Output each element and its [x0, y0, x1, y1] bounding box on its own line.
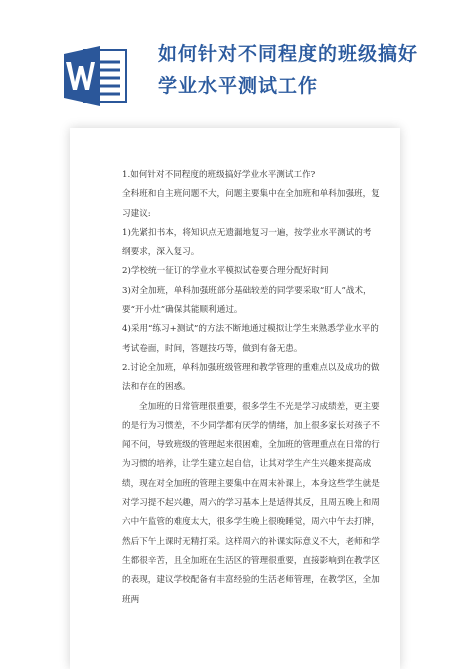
- paragraph-item-1: 1)先紧扣书本，将知识点无遗漏地复习一遍，按学业水平测试的考纲要求，深入复习。: [122, 227, 372, 258]
- paragraph-item-4: 4)采用“练习+测试”的方法不断地通过模拟让学生来熟悉学业水平的考试卷面，时间，答题技巧等，做到有备无患。: [122, 324, 379, 354]
- document-page: [70, 128, 400, 669]
- paragraph-discussion: 全加班的日常管理很重要，很多学生不光是学习成绩差，更主要的是行为习惯差，不少同学都有厌学的情绪，加上很多家长对孩子不闻不问，导致班级的管理起来很困难，全加班的管理重点在日常的行为习惯的培养，让学生建立起自信，让其对学生产生兴趣来提高成绩，现在对全加班的管理主要集中在周末补课上，本身这些学生就是对学习提不起兴趣，周六的学习基本上是适得其反，且周五晚上和周六中午监管的难度太大，很多学生晚上很晚睡觉，周六中午去打牌，然后下午上课时无精打采。这样周六的补课实际意义不大，老师和学生都很辛苦，且全加班在生活区的管理很重要，直接影响到在教学区的表现，建议学校配备有丰富经验的生活老师管理，在教学区，全加班两: [122, 401, 380, 605]
- paragraph-question-1: 1.如何针对不同程度的班级搞好学业水平测试工作?: [122, 170, 316, 180]
- paragraph-item-3: 3)对全加班，单科加强班部分基础较差的同学要采取“盯人”战术，要“开小灶”确保其能顺利通过。: [122, 285, 372, 316]
- paragraph-item-2: 2)学校统一征订的学业水平模拟试卷要合理分配好时间: [122, 266, 329, 277]
- paragraph-intro: 全科班和自主班问题不大，问题主要集中在全加班和单科加强班，复习建议:: [122, 189, 380, 219]
- title-line-1: 如何针对不同程度的班级搞好: [158, 43, 419, 65]
- document-body: [122, 166, 380, 610]
- word-document-icon: [60, 40, 132, 112]
- paragraph-question-2: 2.讨论全加班，单科加强班级管理和教学管理的重难点以及成功的做法和存在的困惑。: [122, 362, 380, 393]
- title-line-2: 学业水平测试工作: [158, 75, 319, 97]
- document-title: [158, 38, 458, 102]
